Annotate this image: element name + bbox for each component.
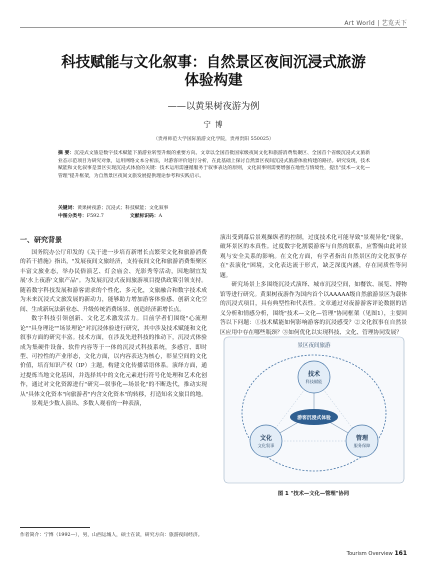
framework-diagram [222, 335, 406, 485]
abstract [58, 150, 370, 180]
paragraph: 国务院办公厅印发的《关于进一步培育新增长点繁荣文化和旅游消费的若干措施》指出，"发展夜间文旅经济，支持夜间文化和旅游消费集聚区丰富文旅业态，举办民俗演艺、灯会庙会、光影秀等活动，因地制宜发展'水上夜游'文旅产品"。为发展沉浸式夜间旅游项目提供政策引领支持。随着数字科技发展和游客需求的个性化、多元化，文旅融合和数字技术成为未来沉浸式文旅发展的新动力，能够助力增加游客体验感、创新文化空间、生成新玩法新业态、升级传统消费场景、创造经济新增长点。 [20, 250, 207, 313]
header-rule [20, 27, 407, 28]
diagram-outer-label: 景区夜间旅游 [297, 343, 331, 349]
page-footer [347, 550, 407, 557]
paragraph: 景观是少数人演出、多数人观看的一种表演， [31, 401, 146, 408]
title-line-2: 体验构建 [184, 73, 243, 89]
classification-line [58, 213, 162, 220]
keywords-text: 黄果树夜游；沉浸式；科技赋能；文化叙事 [77, 206, 169, 211]
paragraph: 研究场景上多围绕沉浸式演绎、城市沉浸空间，如餐饮、展览、博物馆等进行研究。黄果树夜游作为国内首个以AAAAA级自然旅游景区为载体的沉浸式项目，具有典型性和代表性。文章通过对夜游游客评论数据的语义分析和情感分析，围绕"技术—文化—管理"协同框架（见图1），主要回答以下问题：①技术赋能如何影响游客的沉浸感受？②文化叙事在自然景区应用中存在哪些瓶颈？③如何优化以实现科技、文化、管理协同发展？ [220, 282, 407, 336]
diagram-center-label: 游客沉浸式体验 [297, 416, 331, 421]
keywords-label: 关键词： [58, 206, 78, 211]
paragraph: 数字科技引领创新、文化艺术激发活力。目前学者们围绕"心流理论""具身理论""场景理论"对沉浸体验进行研究，其中涉及技术赋能和文化叙事方面的研究丰富。技术方面，在涉及先进科技的推动下，沉浸式体验成为集硬件设备、软件内容等于一体的沉浸式科技系统，多感官、即时型、可控性的产业形态，文化方面，以内容表达为核心，彰显空间的文化价值，培育知识产权（IP）主题，构建文化传播话语体系。演绎方面，通过提炼当地文化基因，并选择其中的文化元素进行符号化处理和艺术化创作，通过对文化资源进行"研究—叙事化—场景化"的不断迭代，推动实现从"具体文化资本"向旅游者"内含文化资本"的转移，打造知名文旅目的地。 [20, 316, 207, 398]
node-management-sub: 服务保障 [353, 443, 371, 448]
author-footnote: 作者简介：宁博（1992—），男，山西运城人，硕士在读，研究方向：旅游夜间经济。 [20, 533, 203, 538]
abstract-text: 沉浸式文旅是数字技术赋能下旅游业转型升级的重要方向。文章以全国首批国家级夜间文化和旅游消费集聚区、全国首个省级沉浸式文旅新业态示范项目为研究对象，运用网络文本分析法，对游客评价进行分析，在此基础上探讨自然景区夜间沉浸式旅游体验构建的路径。研究发现，技术赋能和文化叙事是景区实现沉浸式体验的关键：技术运用需遵循服务于叙事表达的原则，文化叙事则需要增强在地性与情境性，提出"技术—文化—管理"提升框架，为自然景区夜间文旅发展提供理论参考和实践启示。 [58, 151, 371, 179]
doc-code-value: A [158, 214, 163, 219]
title-line-1: 科技赋能与文化叙事：自然景区夜间沉浸式旅游 [61, 55, 366, 71]
article-subtitle: ——以黄果树夜游为例 [167, 101, 260, 112]
doc-code-label: 文献标识码： [129, 214, 159, 219]
paragraph: 演出受到幕后景观操纵者的控制，过度技术化可能导致"景观异化"现象，破坏景区的本真性。过度数字化割裂游客与自然的联系，应警惕由此对景观与安全关系的影响。在文化方面，有学者指出自然景区的文化叙事存在"表演化"困境，文化表达流于形式，缺乏深度内涵，存在同质性等问题。 [220, 235, 407, 279]
page-number: 161 [394, 550, 407, 557]
figure-caption: 图 1 "技术—文化—管理"协同 [277, 491, 350, 497]
author-name: 宁 博 [203, 120, 224, 129]
node-technology-title: 技术 [307, 371, 321, 378]
node-culture-title: 文化 [259, 435, 273, 442]
keywords-line [58, 205, 168, 212]
clc-label: 中图分类号： [58, 214, 87, 219]
journal-name: Tourism Overview [346, 551, 393, 557]
section-heading: 一、研究背景 [20, 236, 62, 244]
abstract-label: 摘 要： [58, 151, 75, 156]
clc-value: F592.7 [86, 214, 104, 219]
node-technology-sub: 科技赋能 [305, 379, 323, 384]
article-title [20, 54, 407, 90]
header-section-en: Art World [344, 20, 376, 27]
header-section-cn: 艺览天下 [381, 20, 407, 27]
left-column [20, 249, 207, 410]
right-column [220, 234, 407, 338]
footnote-rule [20, 527, 90, 528]
running-header: Art World | 艺览天下 [344, 20, 407, 27]
node-culture-sub: 文化叙事 [257, 443, 275, 448]
author-affiliation: （贵州师范大学国际旅游文化学院，贵州贵阳 550025） [153, 137, 274, 142]
node-management-title: 管理 [355, 435, 369, 442]
